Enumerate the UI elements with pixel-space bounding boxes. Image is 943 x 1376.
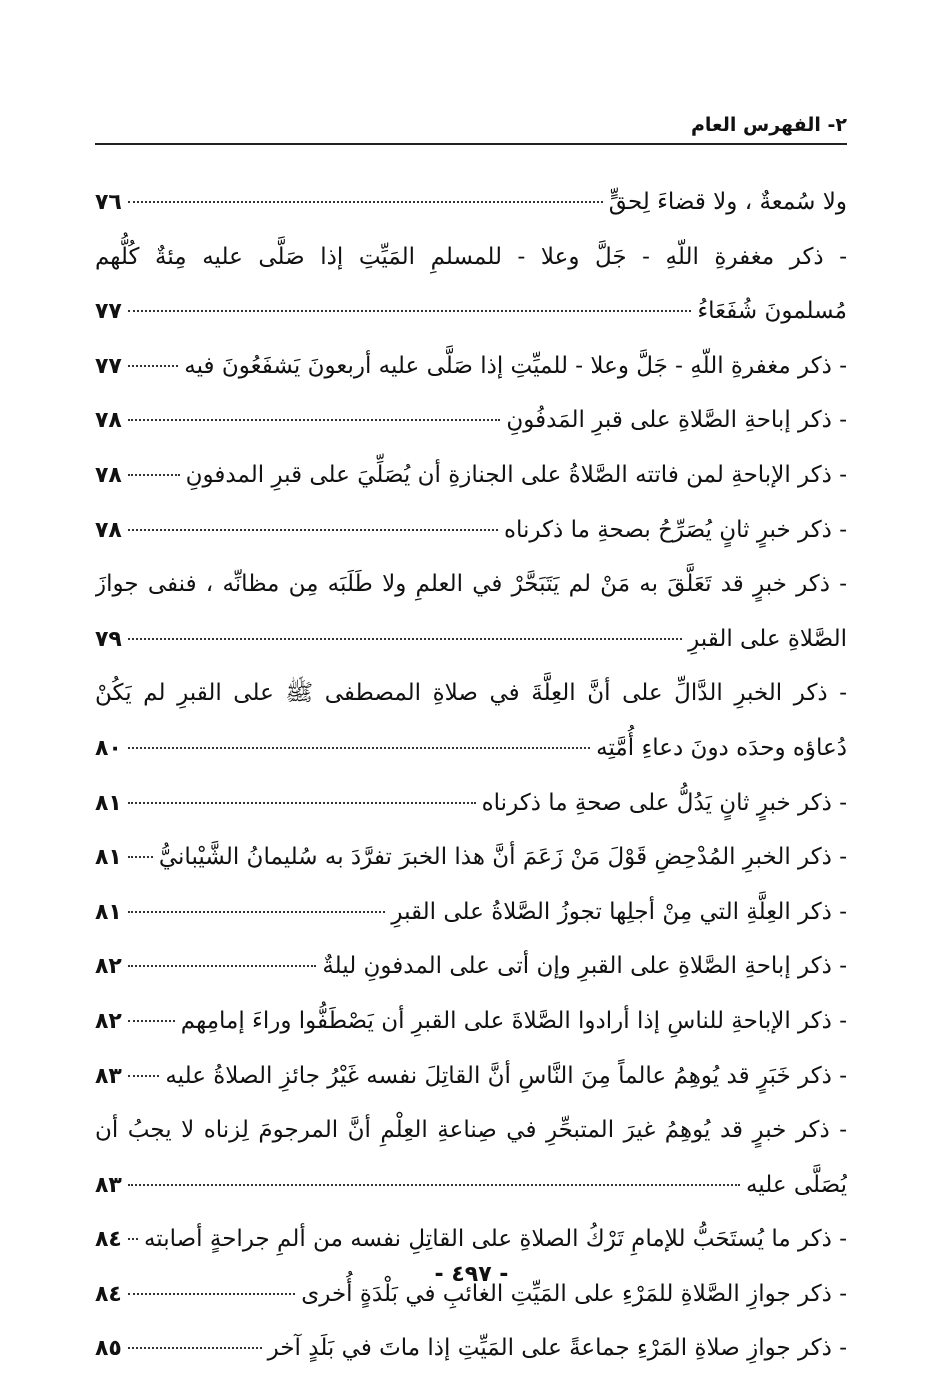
dot-leader [128, 529, 498, 531]
index-entry-line [95, 230, 847, 285]
entry-text: - ذكر جوازِ صلاةِ المَرْءِ جماعةً على المَيِّتِ إذا ماتَ في بَلَدٍ آخر [267, 1335, 847, 1362]
index-entry-line [95, 1049, 847, 1104]
index-entry-line [95, 1158, 847, 1213]
index-entry-line [95, 1103, 847, 1158]
index-entry-line [95, 393, 847, 448]
entry-text: - ذكر ما يُستَحَبُّ للإمامِ تَرْكُ الصلاةِ على القاتِلِ نفسه من ألمِ جراحةٍ أصابته [143, 1226, 847, 1253]
entry-page-number: ٨١ [95, 845, 122, 871]
header-rule [95, 143, 847, 145]
entry-page-number: ٨٢ [95, 1008, 122, 1034]
entry-text: - ذكر إباحةِ الصَّلاةِ على قبرِ المَدفُونِ [506, 407, 847, 434]
dot-leader [128, 856, 153, 858]
index-entries [95, 175, 847, 1376]
entry-text: - ذكر الخبرِ الدَّالِّ على أنَّ العِلَّةَ في صلاةِ المصطفى ﷺ على القبرِ لم يَكُنْ [95, 680, 847, 707]
dot-leader [128, 965, 316, 967]
dot-leader [128, 1020, 175, 1022]
dot-leader [128, 365, 178, 367]
dot-leader [128, 310, 691, 312]
entry-text: - ذكر الإباحةِ لمن فاتته الصَّلاةُ على الجنازةِ أن يُصَلِّيَ على قبرِ المدفونِ [185, 461, 847, 488]
index-entry-line [95, 339, 847, 394]
entry-page-number: ٧٧ [95, 299, 122, 325]
running-header: ٢- الفهرس العام [690, 114, 847, 136]
entry-page-number: ٧٨ [95, 408, 122, 434]
entry-text: - ذكر مغفرةِ اللّهِ - جَلَّ وعلا - للمسلمِ المَيِّتِ إذا صَلَّى عليه مِئةٌ كُلُّهم [95, 243, 847, 270]
entry-text: - ذكر إباحةِ الصَّلاةِ على القبرِ وإن أتى على المدفونِ ليلةٌ [322, 953, 847, 980]
index-entry-line [95, 776, 847, 831]
entry-page-number: ٧٨ [95, 462, 122, 488]
dot-leader [128, 1184, 740, 1186]
dot-leader [128, 1347, 262, 1349]
entry-text: مُسلمونَ شُفَعَاءُ [697, 298, 847, 325]
dot-leader [128, 419, 500, 421]
entry-page-number: ٨١ [95, 899, 122, 925]
page-number: - ٤٩٧ - [434, 1262, 509, 1287]
index-entry-line [95, 284, 847, 339]
index-entry-line [95, 830, 847, 885]
entry-page-number: ٨٣ [95, 1063, 122, 1089]
entry-page-number: ٨١ [95, 790, 122, 816]
index-entry-line [95, 666, 847, 721]
index-entry-line [95, 175, 847, 230]
entry-text: - ذكر الخبرِ المُدْحِضِ قَوْلَ مَنْ زَعَمَ أنَّ هذا الخبرَ تفرَّدَ به سُليمانُ الشَّيْبانيُّ [158, 844, 847, 871]
entry-page-number: ٨٣ [95, 1172, 122, 1198]
entry-page-number: ٨٥ [95, 1336, 122, 1362]
index-entry-line [95, 1321, 847, 1376]
entry-text: - ذكر خبرٍ ثانٍ يَدُلُّ على صحةِ ما ذكرناه [481, 789, 847, 816]
dot-leader [128, 474, 180, 476]
dot-leader [128, 1075, 159, 1077]
dot-leader [128, 1238, 138, 1240]
index-entry-line [95, 939, 847, 994]
entry-page-number: ٨٢ [95, 954, 122, 980]
entry-page-number: ٧٩ [95, 626, 122, 652]
entry-text: - ذكر خَبَرٍ قد يُوهِمُ عالماً مِنَ النَّاسِ أنَّ القاتِلَ نفسه غَيْرُ جائزِ الصلاةُ عليه [165, 1062, 847, 1089]
index-entry-line [95, 994, 847, 1049]
entry-text: ولا سُمعةٌ ، ولا قضاءَ لِحقٍّ [608, 189, 847, 215]
entry-text: - ذكر خبرٍ قد تَعَلَّقَ به مَنْ لم يَتَبَحَّرْ في العلمِ ولا طَلَبَه مِن مظانِّه ، فنفى جوازَ [95, 571, 847, 598]
dot-leader [128, 638, 682, 640]
entry-text: - ذكر خبرٍ ثانٍ يُصَرِّحُ بصحةِ ما ذكرناه [503, 516, 847, 543]
index-entry-line [95, 721, 847, 776]
index-entry-line [95, 612, 847, 667]
dot-leader [128, 201, 603, 203]
entry-page-number: ٧٧ [95, 353, 122, 379]
index-entry-line [95, 448, 847, 503]
index-entry-line [95, 1212, 847, 1267]
entry-text: يُصَلَّى عليه [745, 1171, 847, 1198]
entry-page-number: ٨٤ [95, 1281, 122, 1307]
dot-leader [128, 747, 590, 749]
entry-page-number: ٨٠ [95, 735, 122, 761]
entry-text: - ذكر الإباحةِ للناسِ إذا أرادوا الصَّلاةَ على القبرِ أن يَصْطَفُّوا وراءَ إمامِهم [180, 1007, 847, 1034]
entry-page-number: ٨٤ [95, 1227, 122, 1253]
index-entry-line [95, 503, 847, 558]
entry-text: - ذكر خبرٍ قد يُوهِمُ غيرَ المتبحِّرِ في صِناعةِ العِلْمِ أنَّ المرجومَ لِزناه لا يجبُ أن [95, 1117, 847, 1144]
entry-text: الصَّلاةِ على القبرِ [688, 625, 847, 652]
entry-text: - ذكر العِلَّةِ التي مِنْ أجلِها تجوزُ الصَّلاةُ على القبرِ [391, 898, 847, 925]
entry-text: دُعاؤه وحدَه دونَ دعاءِ أُمَّتِه [596, 734, 847, 761]
index-entry-line [95, 557, 847, 612]
dot-leader [128, 1293, 295, 1295]
entry-text: - ذكر جوازِ الصَّلاةِ للمَرْءِ على المَيِّتِ الغائبِ في بَلْدَةٍ أُخرى [301, 1280, 847, 1307]
entry-page-number: ٧٨ [95, 517, 122, 543]
entry-page-number: ٧٦ [95, 190, 122, 215]
dot-leader [128, 802, 476, 804]
index-entry-line [95, 885, 847, 940]
dot-leader [128, 911, 386, 913]
entry-text: - ذكر مغفرةِ اللّهِ - جَلَّ وعلا - للميِّتِ إذا صَلَّى عليه أربعونَ يَشفَعُونَ فيه [184, 352, 847, 379]
